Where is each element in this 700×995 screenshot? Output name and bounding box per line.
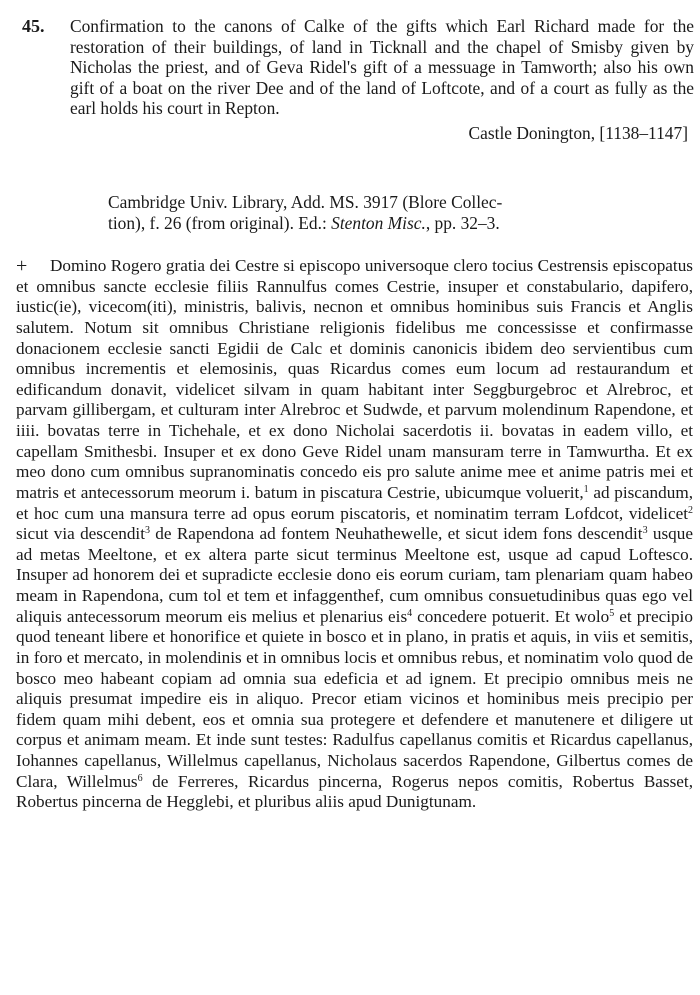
footnote-marker-2: 2: [688, 504, 693, 516]
latin-text-part-3: sicut via descendit: [16, 524, 145, 544]
latin-text-part-5: usque ad metas Meeltone, et ex altera parte sicut terminus Meeltone est, usque ad capud Loftesco. Insuper ad honorem dei et supradicte ecclesie dono eis eorum curiam, tam plenariam quam habeo meam in Rapendona, cum tol et tem et infaggenthef, cum omnibus consuetudinibus quas ego vel aliquis antecessorum meorum eis melius et plenarius eis: [16, 524, 693, 626]
edition-title: Stenton Misc.: [331, 212, 426, 233]
latin-charter-text: [16, 256, 693, 813]
latin-text-part-4: de Rapendona ad fontem Neuhathewelle, et sicut idem fons descendit: [149, 524, 643, 544]
footnote-marker-6: 6: [137, 772, 143, 784]
latin-text-part-6: concedere potuerit. Et wolo: [412, 606, 610, 626]
latin-text-part-2: ad piscandum, et hoc cum una mansura terre ad opus eorum piscatoris, et nominatim terram Lofdcot, videlicet: [16, 482, 693, 523]
latin-text-part-8: de Ferreres, Ricardus pincerna, Rogerus nepos comitis, Robertus Basset, Robertus pincerna de Hegglebi, et pluribus aliis apud Dunigtunam.: [16, 771, 693, 812]
entry-summary: Confirmation to the canons of Calke of the gifts which Earl Richard made for the restoration of their buildings, of land in Ticknall and the chapel of Smisby given by Nicholas the priest, and of Geva Ridel's gift of a messuage in Tamworth; also his own gift of a boat on the river Dee and of the land of Loftcote, and of a court as fully as the earl holds his court in Repton.: [70, 16, 694, 119]
footnote-marker-3b: 3: [642, 525, 648, 537]
place-and-date: Castle Donington, [1138–1147]: [468, 123, 688, 143]
source-note: [108, 192, 602, 233]
source-pages: , pp. 32–3.: [425, 212, 500, 233]
footnote-marker-5: 5: [609, 607, 615, 619]
latin-text-part-7: et precipio quod teneant libere et honorifice et quiete in bosco et in plano, in pratis et aquis, in viis et semitis, in foro et mercato, in molendinis et in omnibus locis et omnibus rebus, et nominatim volo quod de bosco meo habeant copiam ad omnia sua edeficia et ad ignem. Et precipio omnibus meis ne aliquis presumat impedire eis in aliquo. Precor etiam vicinos et hominibus meis precipio per fidem quam mihi debent, eos et omnia sua protegere et defendere et manutenere et diligere ut corpus et animam meam. Et inde sunt testes: Radulfus capellanus comitis et Ricardus capellanus, Iohannes capellanus, Willelmus capellanus, Nicholaus sacerdos Rapendone, Gilbertus comes de Clara, Willelmus: [16, 606, 694, 791]
footnote-marker-1: 1: [583, 483, 589, 495]
source-line-2: [108, 213, 602, 234]
source-line-2-text: tion), f. 26 (from original). Ed.:: [108, 212, 332, 233]
source-line-1: Cambridge Univ. Library, Add. MS. 3917 (Blore Collec-: [108, 192, 503, 212]
footnote-marker-3: 3: [144, 525, 150, 537]
entry-number: 45.: [22, 16, 45, 36]
latin-text-part-1: Domino Rogero gratia dei Cestre si episcopo universoque clero tocius Cestrensis episcopatus et omnibus sancte ecclesie filiis Rannulfus comes Cestrie, insuper et constabulario, dapifero, iustic(ie), vicecom(iti), ministris, balivis, necnon et omnibus hominibus suis Francis et Anglis salutem. Notum sit omnibus Christiane religionis fidelibus me concessisse et confirmasse donacionem ecclesie sancti Egidii de Calc et dominis canonicis ibidem deo servientibus cum omnibus incrementis et elemosinis, quas Ricardus comes eum locum ad restaurandum et edificandum donavit, videlicet silvam in quam habitant inter Seggburgebroc et Alrebroc, et parvam gillibergam, et culturam inter Alrebroc et Sudwde, et parvum molendinum Rapendone, et iiii. bovatas terre in Tichehale, et ex dono Nicholai sacerdotis ii. bovatas in eadem villo, et capellam Smithesbi. Insuper et ex dono Geve Ridel unam mansuram terre in Tamwurtha. Et ex meo dono cum omnibus supranominatis concedo eis pro salute anime mee et anime patris mei et matris et antecessorum meorum i. batum in piscatura Cestrie, ubicumque voluerit,: [16, 256, 693, 502]
cross-symbol: +: [16, 255, 28, 277]
footnote-marker-4: 4: [407, 607, 413, 619]
